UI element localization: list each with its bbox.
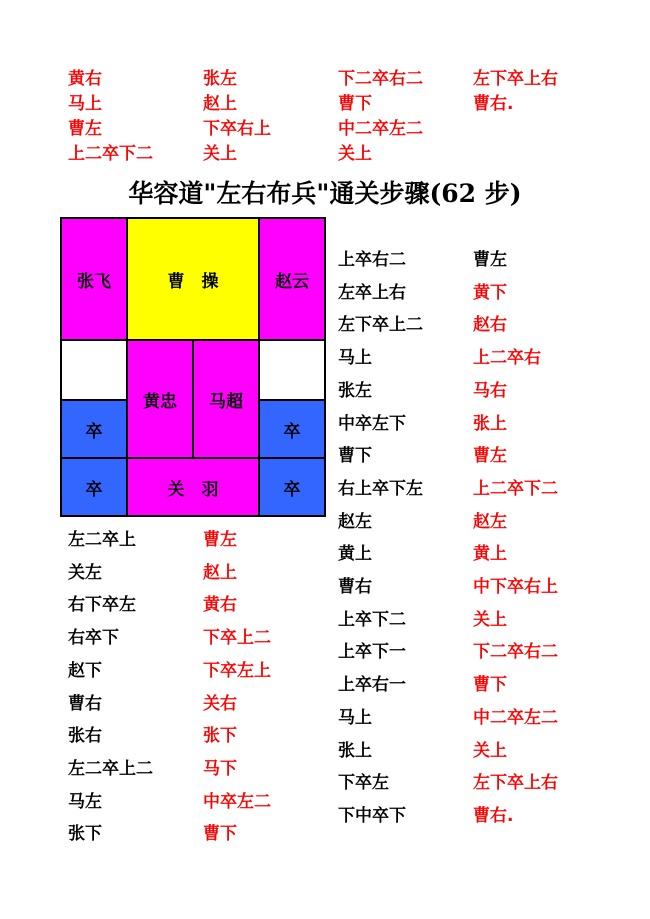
step-item: 赵下 — [68, 660, 102, 681]
top-step: 关上 — [203, 144, 237, 164]
step-item: 中下卒右上 — [473, 577, 558, 597]
top-step: 马上 — [68, 94, 102, 114]
piece-zu: 卒 — [258, 399, 326, 459]
piece-zu: 卒 — [60, 457, 128, 517]
step-item: 赵左 — [338, 511, 372, 532]
step-item: 曹右 — [68, 693, 102, 714]
step-item: 上二卒右 — [473, 348, 541, 369]
page-title: 华容道"左右布兵"通关步骤(62 步) — [128, 179, 522, 208]
step-item: 上卒右二 — [338, 250, 406, 270]
step-item: 赵左 — [473, 511, 507, 532]
step-item: 张下 — [203, 726, 237, 747]
top-step: 赵上 — [203, 94, 237, 114]
step-item: 关上 — [473, 609, 507, 630]
step-item: 下卒上二 — [203, 628, 271, 649]
top-step: 张左 — [203, 69, 237, 89]
step-item: 左下卒上二 — [338, 315, 423, 336]
top-step: 下二卒右二 — [338, 69, 423, 89]
step-item: 下二卒右二 — [473, 642, 558, 663]
step-item: 上二卒下二 — [473, 478, 558, 499]
top-step: 左下卒上右 — [473, 69, 558, 89]
step-item: 曹左 — [473, 446, 507, 467]
step-item: 赵上 — [203, 562, 237, 583]
step-item: 左下卒上右 — [473, 773, 558, 794]
top-step: 下卒右上 — [203, 119, 271, 139]
puzzle-board — [60, 217, 326, 517]
top-step: 黄右 — [68, 69, 102, 89]
piece-zu: 卒 — [60, 399, 128, 459]
top-step: 曹右. — [473, 94, 514, 114]
step-item: 左卒上右 — [338, 282, 406, 303]
top-step: 上二卒下二 — [68, 144, 153, 164]
step-item: 左二卒上 — [68, 530, 136, 550]
step-item: 右上卒下左 — [338, 478, 423, 499]
step-item: 下中卒下 — [338, 805, 406, 826]
step-item: 马上 — [338, 348, 372, 369]
step-item: 黄右 — [203, 595, 237, 616]
piece-guanyu: 关 羽 — [126, 457, 260, 517]
step-item: 张上 — [473, 413, 507, 434]
step-item: 左二卒上二 — [68, 758, 153, 779]
step-item: 马下 — [203, 758, 237, 779]
step-item: 曹下 — [203, 824, 237, 845]
step-item: 张右 — [68, 726, 102, 747]
step-item: 中卒左二 — [203, 791, 271, 812]
step-item: 曹左 — [203, 530, 237, 550]
step-item: 右下卒左 — [68, 595, 136, 616]
top-step: 曹下 — [338, 94, 372, 114]
top-step: 中二卒左二 — [338, 119, 423, 139]
empty-cell-left — [60, 339, 128, 401]
step-item: 中二卒左二 — [473, 707, 558, 728]
step-item: 关右 — [203, 693, 237, 714]
step-item: 下卒左 — [338, 773, 389, 794]
step-item: 张上 — [338, 740, 372, 761]
piece-caocao: 曹 操 — [126, 217, 260, 341]
step-item: 中卒左下 — [338, 413, 406, 434]
piece-zu: 卒 — [258, 457, 326, 517]
step-item: 马右 — [473, 380, 507, 401]
step-item: 张下 — [68, 824, 102, 845]
step-item: 张左 — [338, 380, 372, 401]
piece-zhaoyun: 赵云 — [258, 217, 326, 341]
step-item: 上卒下一 — [338, 642, 406, 663]
step-item: 曹右 — [338, 577, 372, 597]
empty-cell-right — [258, 339, 326, 401]
step-item: 马上 — [338, 707, 372, 728]
step-item: 赵右 — [473, 315, 507, 336]
step-item: 黄上 — [338, 544, 372, 565]
step-item: 下卒左上 — [203, 660, 271, 681]
step-item: 曹右. — [473, 805, 514, 826]
top-step: 关上 — [338, 144, 372, 164]
piece-zhangfei: 张飞 — [60, 217, 128, 341]
step-item: 关上 — [473, 740, 507, 761]
step-item: 右卒下 — [68, 628, 119, 649]
top-step: 曹左 — [68, 119, 102, 139]
piece-machao: 马超 — [192, 339, 260, 459]
step-item: 上卒下二 — [338, 609, 406, 630]
step-item: 曹下 — [473, 675, 507, 696]
step-item: 曹左 — [473, 250, 507, 270]
piece-huangzhong: 黄忠 — [126, 339, 194, 459]
step-item: 上卒右一 — [338, 675, 406, 696]
step-item: 马左 — [68, 791, 102, 812]
step-item: 黄下 — [473, 282, 507, 303]
step-item: 曹下 — [338, 446, 372, 467]
step-item: 关左 — [68, 562, 102, 583]
step-item: 黄上 — [473, 544, 507, 565]
